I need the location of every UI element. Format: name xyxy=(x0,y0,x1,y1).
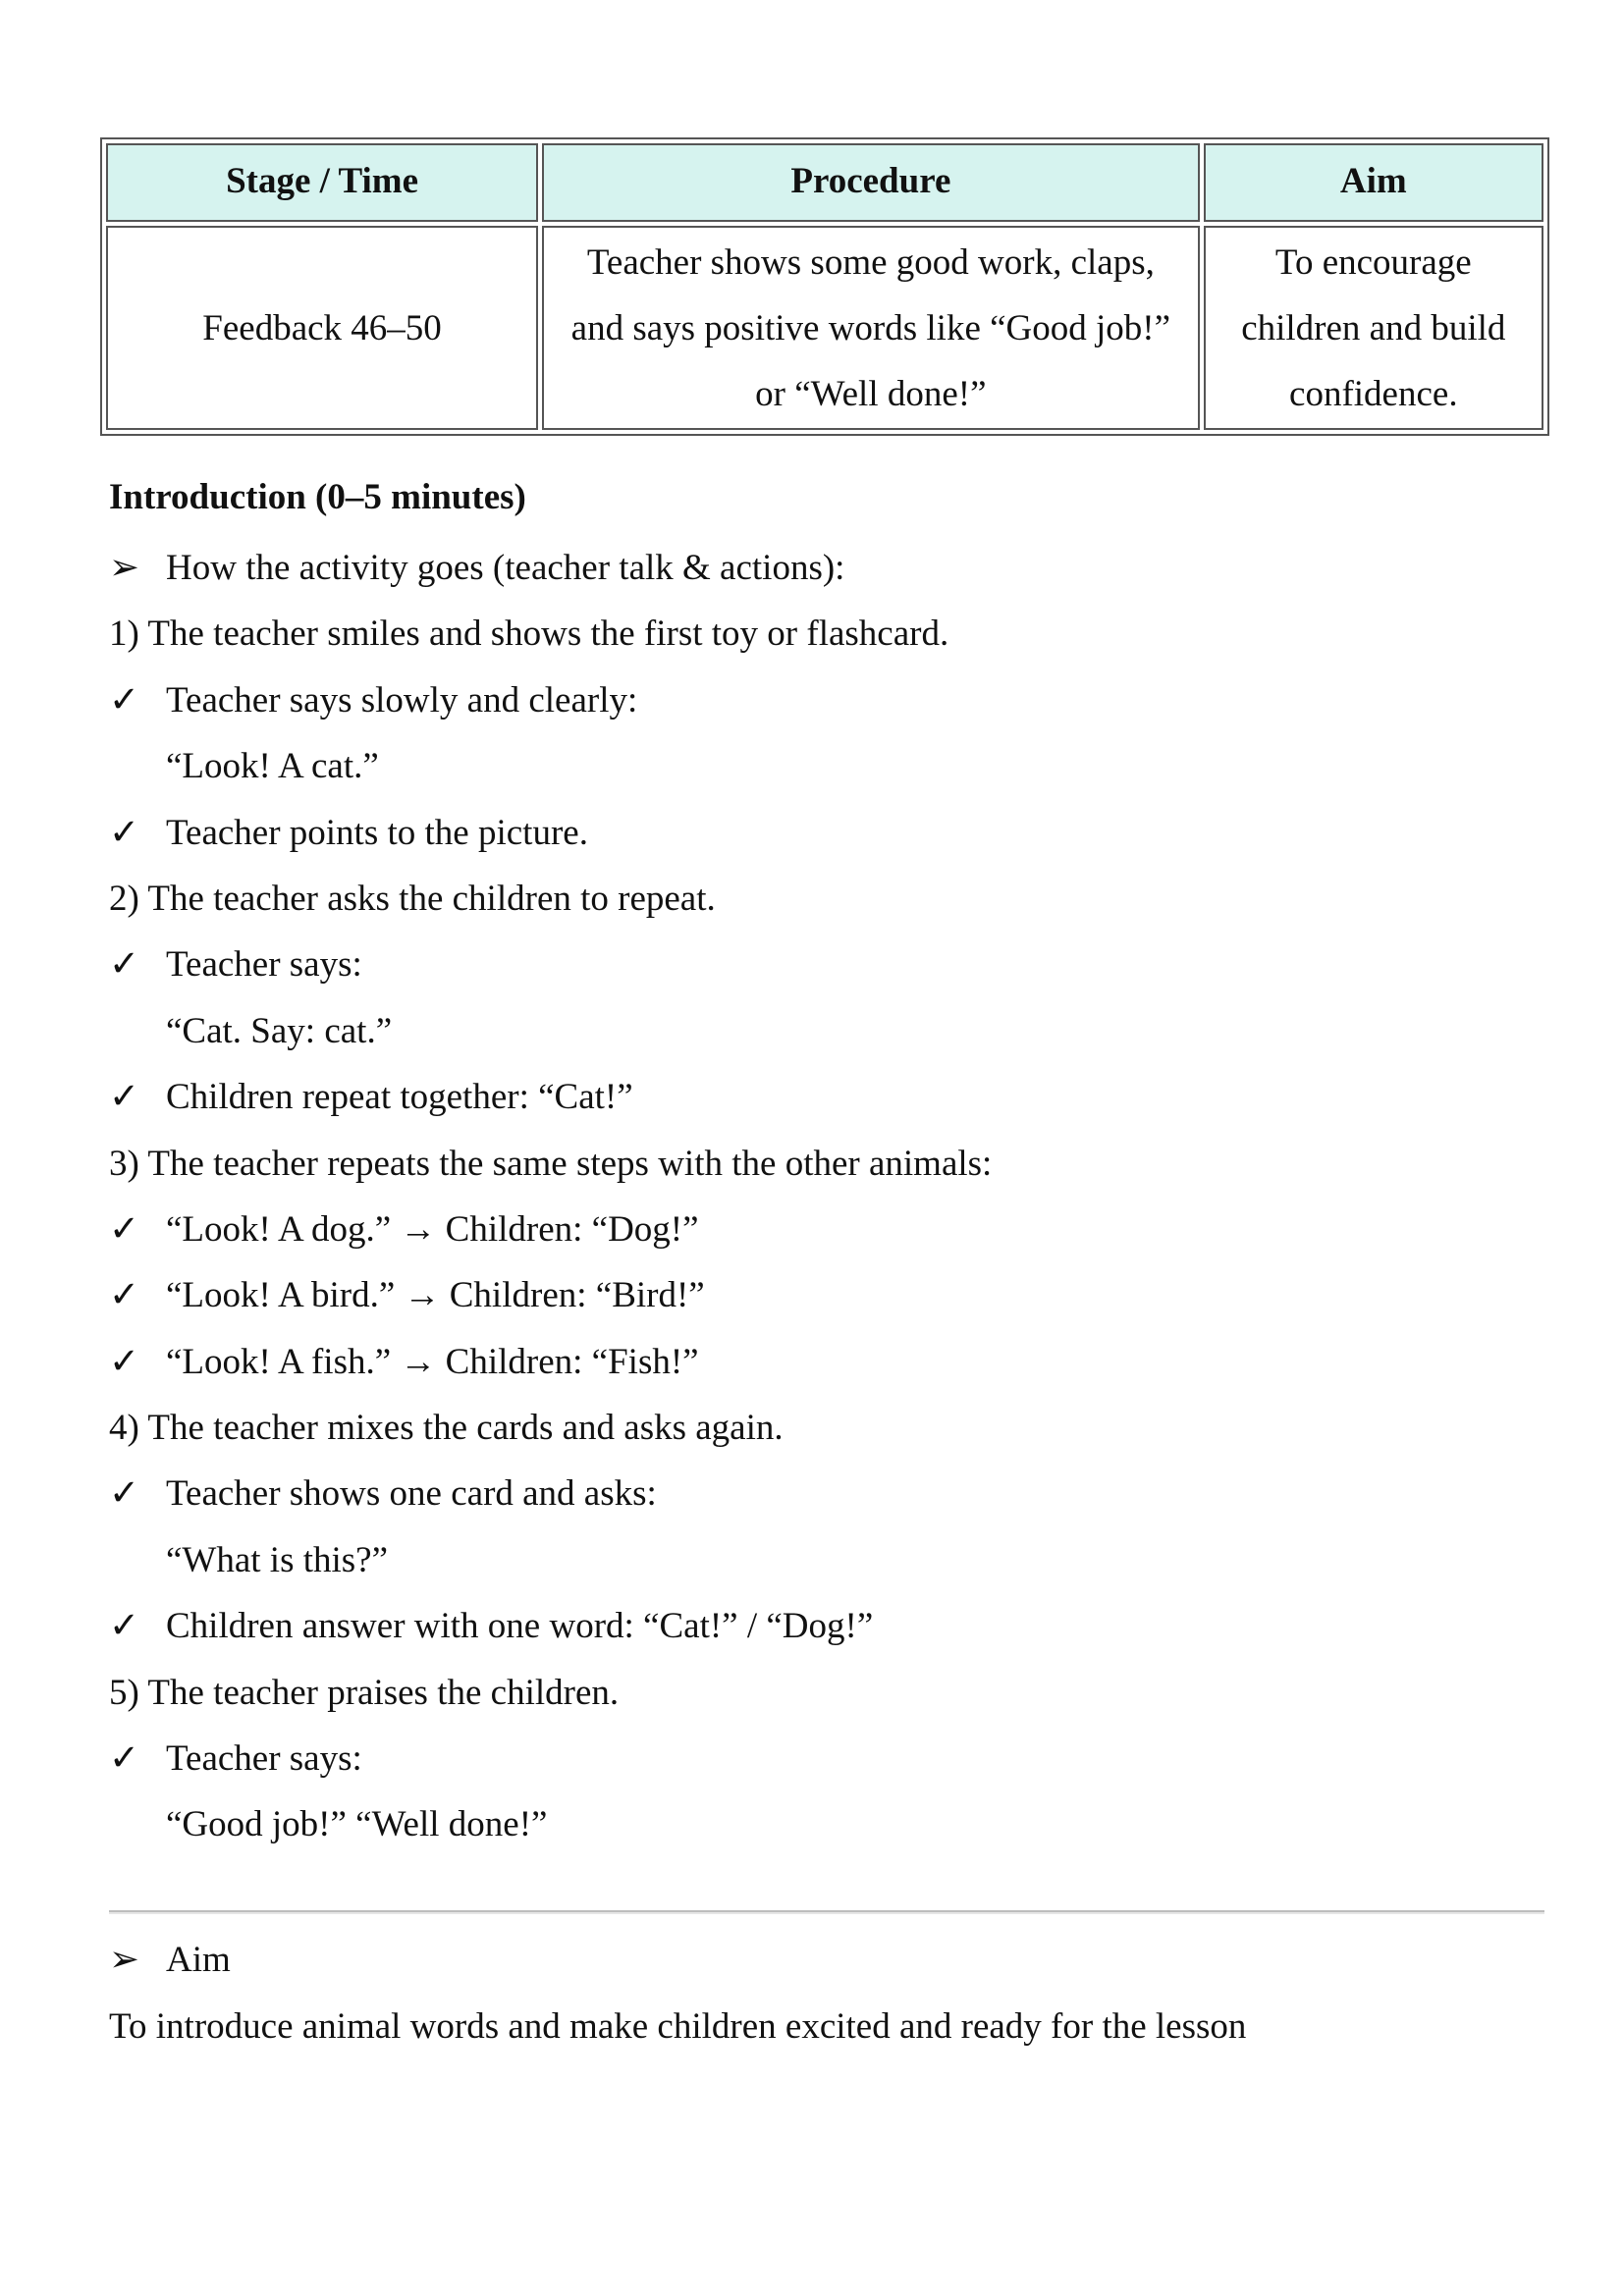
arrow-bullet-icon: ➢ xyxy=(109,1940,140,1980)
aim-line: children and build xyxy=(1241,307,1506,348)
checkmark-icon: ✓ xyxy=(109,812,140,853)
header-stage-time: Stage / Time xyxy=(106,143,538,222)
list-item xyxy=(109,1461,992,1526)
list-item xyxy=(109,535,992,601)
list-item-text: Teacher says slowly and clearly: xyxy=(166,679,638,721)
list-item-text: 2) The teacher asks the children to repeat. xyxy=(109,878,716,919)
header-procedure: Procedure xyxy=(542,143,1200,222)
checkmark-icon: ✓ xyxy=(109,1077,140,1118)
checkmark-icon: ✓ xyxy=(109,1341,140,1382)
list-item xyxy=(109,1064,992,1130)
aim-text: To introduce animal words and make children excited and ready for the lesson xyxy=(109,2006,1247,2047)
section-title: Introduction (0–5 minutes) xyxy=(109,477,526,517)
arrow-bullet-icon: ➢ xyxy=(109,548,140,588)
procedure-line: or “Well done!” xyxy=(755,373,987,414)
list-item-text: Teacher says: xyxy=(166,944,362,986)
list-item xyxy=(109,733,992,799)
list-item-text: Teacher points to the picture. xyxy=(166,812,588,853)
list-item-text: How the activity goes (teacher talk & actions): xyxy=(166,548,845,588)
checkmark-icon: ✓ xyxy=(109,1208,140,1250)
list-item-text: “Cat. Say: cat.” xyxy=(166,1010,393,1051)
aim-heading xyxy=(109,1927,231,1993)
list-item-text: “Look! A bird.” → Children: “Bird!” xyxy=(166,1275,705,1316)
list-item xyxy=(109,800,992,866)
stage-text: Feedback 46–50 xyxy=(202,307,442,348)
list-item xyxy=(109,998,992,1064)
list-item-text: Teacher shows one card and asks: xyxy=(166,1473,657,1515)
cell-procedure xyxy=(542,226,1200,430)
list-item xyxy=(109,866,992,932)
cell-aim xyxy=(1204,226,1543,430)
list-item xyxy=(109,1131,992,1197)
list-item xyxy=(109,1395,992,1461)
list-item-text: “Look! A cat.” xyxy=(166,746,379,787)
list-item-text: 1) The teacher smiles and shows the first toy or flashcard. xyxy=(109,614,949,655)
activity-steps-list xyxy=(109,535,992,1858)
checkmark-icon: ✓ xyxy=(109,944,140,986)
table-header-row xyxy=(106,143,1543,222)
checkmark-icon: ✓ xyxy=(109,1275,140,1316)
list-item xyxy=(109,1791,992,1857)
list-item-text: Children answer with one word: “Cat!” / “Dog!” xyxy=(166,1606,874,1647)
list-item-text: 3) The teacher repeats the same steps with the other animals: xyxy=(109,1143,993,1184)
list-item xyxy=(109,1660,992,1726)
list-item-text: “Look! A fish.” → Children: “Fish!” xyxy=(166,1341,699,1382)
list-item xyxy=(109,1329,992,1395)
list-item-text: 4) The teacher mixes the cards and asks again. xyxy=(109,1408,784,1449)
list-item xyxy=(109,1262,992,1328)
list-item-text: 5) The teacher praises the children. xyxy=(109,1672,620,1713)
checkmark-icon: ✓ xyxy=(109,1606,140,1647)
list-item xyxy=(109,1197,992,1262)
list-item-text: Teacher says: xyxy=(166,1738,362,1780)
list-item xyxy=(109,1527,992,1593)
table-row xyxy=(106,226,1543,430)
list-item xyxy=(109,932,992,997)
list-item xyxy=(109,601,992,667)
list-item-text: Children repeat together: “Cat!” xyxy=(166,1077,633,1118)
list-item xyxy=(109,1593,992,1659)
list-item xyxy=(109,1726,992,1791)
checkmark-icon: ✓ xyxy=(109,1473,140,1515)
list-item-text: “Look! A dog.” → Children: “Dog!” xyxy=(166,1208,699,1250)
list-item xyxy=(109,667,992,733)
header-aim: Aim xyxy=(1204,143,1543,222)
aim-line: To encourage xyxy=(1274,241,1472,283)
procedure-line: and says positive words like “Good job!” xyxy=(570,307,1171,348)
list-item-text: “What is this?” xyxy=(166,1539,389,1580)
cell-stage xyxy=(106,226,538,430)
checkmark-icon: ✓ xyxy=(109,1738,140,1780)
list-item-text: “Good job!” “Well done!” xyxy=(166,1804,548,1845)
aim-heading-text: Aim xyxy=(166,1940,231,1980)
horizontal-divider xyxy=(109,1910,1544,1914)
checkmark-icon: ✓ xyxy=(109,679,140,721)
aim-line: confidence. xyxy=(1289,373,1458,414)
procedure-line: Teacher shows some good work, claps, xyxy=(586,241,1155,283)
lesson-plan-table xyxy=(100,137,1549,436)
